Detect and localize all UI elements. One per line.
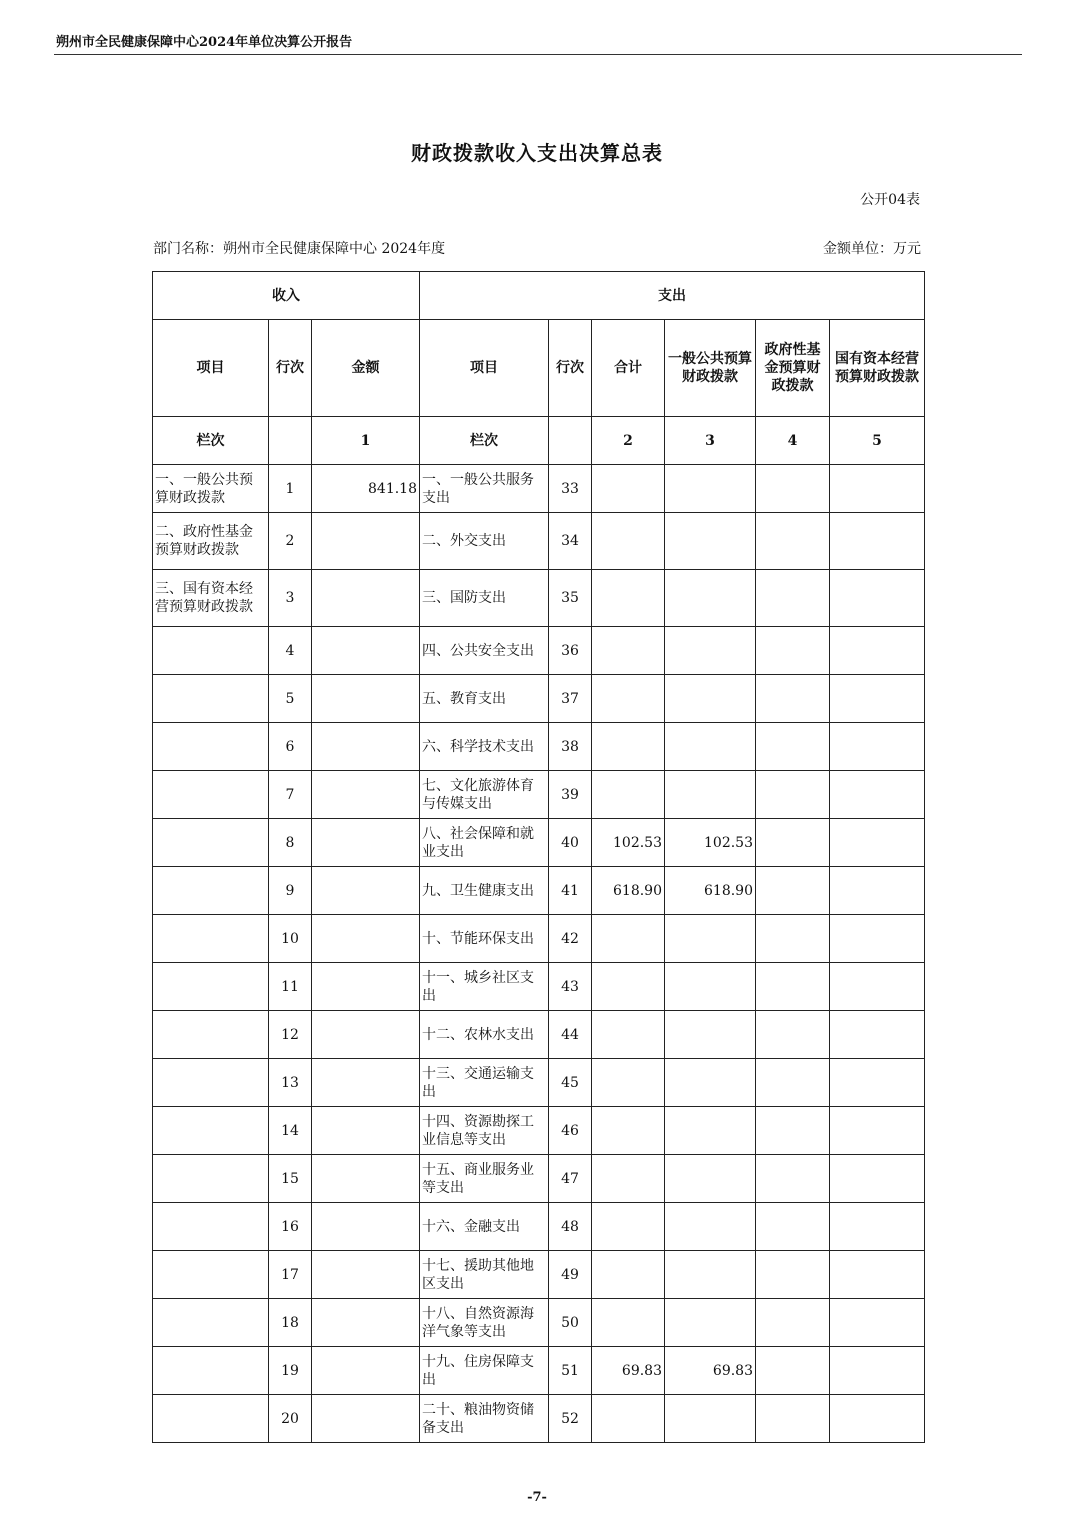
income-line-no: 8 [269,819,312,867]
table-row [153,1203,925,1251]
table-row [153,771,925,819]
expense-item: 十五、商业服务业等支出 [420,1155,549,1203]
header-rule [54,54,1022,55]
state-capital-amount [830,867,925,915]
state-capital-amount [830,1203,925,1251]
total-amount [592,465,665,513]
expense-line-no: 49 [549,1251,592,1299]
expense-item: 十一、城乡社区支出 [420,963,549,1011]
expense-item: 二十、粮油物资储备支出 [420,1395,549,1443]
total-amount [592,915,665,963]
gov-fund-amount [756,1059,830,1107]
expense-line-no: 44 [549,1011,592,1059]
gov-fund-amount [756,1395,830,1443]
income-amount [312,1155,420,1203]
expense-line-no: 39 [549,771,592,819]
expense-item: 三、国防支出 [420,570,549,627]
gov-fund-amount [756,1251,830,1299]
income-amount [312,675,420,723]
form-number: 公开04表 [860,192,920,208]
income-amount [312,771,420,819]
income-line-header: 行次 [269,320,312,417]
gov-fund-amount [756,1011,830,1059]
general-budget-amount: 69.83 [665,1347,756,1395]
income-line-no: 18 [269,1299,312,1347]
gov-fund-amount [756,570,830,627]
expense-line-no: 48 [549,1203,592,1251]
state-capital-amount [830,570,925,627]
gov-fund-amount [756,915,830,963]
income-amount [312,1395,420,1443]
income-line-no: 14 [269,1107,312,1155]
table-row [153,513,925,570]
expense-line-no: 42 [549,915,592,963]
income-line-no: 15 [269,1155,312,1203]
expense-item: 十六、金融支出 [420,1203,549,1251]
general-budget-amount [665,627,756,675]
expense-line-no: 46 [549,1107,592,1155]
col-label: 栏次 [153,417,269,465]
income-item [153,771,269,819]
expense-item: 九、卫生健康支出 [420,867,549,915]
expense-header: 支出 [420,272,925,320]
gov-fund-amount [756,1203,830,1251]
total-amount [592,1155,665,1203]
unit-label: 金额单位：万元 [823,241,921,257]
table-row [153,570,925,627]
expense-item: 十八、自然资源海洋气象等支出 [420,1299,549,1347]
col-5: 5 [830,417,925,465]
gov-fund-amount [756,1347,830,1395]
income-amount [312,1107,420,1155]
total-amount [592,1251,665,1299]
expense-line-no: 38 [549,723,592,771]
income-line-no: 7 [269,771,312,819]
general-budget-amount [665,1059,756,1107]
table-row [153,1011,925,1059]
state-capital-amount [830,1155,925,1203]
expense-line-no: 47 [549,1155,592,1203]
income-amount [312,570,420,627]
income-item [153,723,269,771]
expense-item: 六、科学技术支出 [420,723,549,771]
total-amount [592,675,665,723]
gov-fund-amount [756,819,830,867]
state-capital-amount [830,915,925,963]
income-item [153,1155,269,1203]
gov-fund-amount [756,513,830,570]
col-2: 2 [592,417,665,465]
income-item [153,915,269,963]
exp-col-label: 栏次 [420,417,549,465]
table-row [153,723,925,771]
header-row-3 [153,417,925,465]
total-header: 合计 [592,320,665,417]
expense-item: 十、节能环保支出 [420,915,549,963]
expense-line-no: 33 [549,465,592,513]
income-item [153,1203,269,1251]
income-amount [312,1251,420,1299]
income-amount [312,1203,420,1251]
total-amount [592,570,665,627]
income-amount [312,1059,420,1107]
page-number: -7- [527,1490,547,1505]
general-budget-amount [665,513,756,570]
gov-fund-amount [756,627,830,675]
total-amount [592,1203,665,1251]
income-header: 收入 [153,272,420,320]
income-item [153,1011,269,1059]
running-header: 朔州市全民健康保障中心2024年单位决算公开报告 [56,35,353,50]
income-line-no: 17 [269,1251,312,1299]
gov-fund-amount [756,1107,830,1155]
general-budget-amount [665,771,756,819]
income-item [153,1299,269,1347]
total-amount [592,627,665,675]
income-line-no: 13 [269,1059,312,1107]
income-line-no: 3 [269,570,312,627]
state-capital-header: 国有资本经营预算财政拨款 [830,320,925,417]
expense-item: 十七、援助其他地区支出 [420,1251,549,1299]
expense-item: 五、教育支出 [420,675,549,723]
income-item [153,675,269,723]
expense-line-no: 37 [549,675,592,723]
income-item [153,963,269,1011]
expense-item-header: 项目 [420,320,549,417]
general-budget-amount [665,570,756,627]
col-blank-2 [549,417,592,465]
income-line-no: 10 [269,915,312,963]
header-row-1 [153,272,925,320]
table-row [153,627,925,675]
gov-fund-header: 政府性基金预算财政拨款 [756,320,830,417]
income-item [153,1251,269,1299]
gov-fund-amount [756,771,830,819]
state-capital-amount [830,465,925,513]
income-item [153,1395,269,1443]
table-body [153,465,925,1443]
expense-line-no: 36 [549,627,592,675]
state-capital-amount [830,1011,925,1059]
total-amount [592,723,665,771]
expense-item: 十三、交通运输支出 [420,1059,549,1107]
income-item [153,1059,269,1107]
general-budget-amount [665,465,756,513]
income-amount [312,963,420,1011]
total-amount: 618.90 [592,867,665,915]
expense-item: 七、文化旅游体育与传媒支出 [420,771,549,819]
table-row [153,867,925,915]
expense-item: 一、一般公共服务支出 [420,465,549,513]
expense-item: 八、社会保障和就业支出 [420,819,549,867]
table-row [153,1059,925,1107]
expense-item: 四、公共安全支出 [420,627,549,675]
table-row [153,675,925,723]
table-row [153,1347,925,1395]
total-amount [592,771,665,819]
budget-table [152,271,925,1443]
header-row-2 [153,320,925,417]
state-capital-amount [830,1299,925,1347]
income-amount [312,723,420,771]
income-line-no: 12 [269,1011,312,1059]
state-capital-amount [830,1251,925,1299]
general-budget-amount [665,1155,756,1203]
total-amount [592,1011,665,1059]
state-capital-amount [830,723,925,771]
income-amount [312,819,420,867]
gov-fund-amount [756,1299,830,1347]
income-line-no: 2 [269,513,312,570]
expense-line-no: 41 [549,867,592,915]
expense-item: 十九、住房保障支出 [420,1347,549,1395]
expense-line-no: 35 [549,570,592,627]
income-item [153,819,269,867]
expense-line-header: 行次 [549,320,592,417]
expense-line-no: 40 [549,819,592,867]
table-row [153,1155,925,1203]
state-capital-amount [830,513,925,570]
gov-fund-amount [756,1155,830,1203]
total-amount [592,513,665,570]
income-item: 三、国有资本经营预算财政拨款 [153,570,269,627]
col-4: 4 [756,417,830,465]
table-row [153,915,925,963]
general-budget-amount: 618.90 [665,867,756,915]
income-line-no: 20 [269,1395,312,1443]
income-amount: 841.18 [312,465,420,513]
gov-fund-amount [756,675,830,723]
income-item: 二、政府性基金预算财政拨款 [153,513,269,570]
general-budget-amount [665,723,756,771]
state-capital-amount [830,1107,925,1155]
table-row [153,1299,925,1347]
income-amount [312,1011,420,1059]
income-line-no: 5 [269,675,312,723]
general-budget-amount [665,1395,756,1443]
income-item: 一、一般公共预算财政拨款 [153,465,269,513]
table-row [153,1251,925,1299]
income-amount-header: 金额 [312,320,420,417]
state-capital-amount [830,771,925,819]
income-amount [312,1347,420,1395]
state-capital-amount [830,963,925,1011]
income-line-no: 11 [269,963,312,1011]
income-line-no: 9 [269,867,312,915]
income-amount [312,627,420,675]
total-amount [592,1107,665,1155]
expense-line-no: 50 [549,1299,592,1347]
general-budget-amount [665,1107,756,1155]
expense-line-no: 51 [549,1347,592,1395]
general-budget-amount [665,1299,756,1347]
gov-fund-amount [756,963,830,1011]
expense-line-no: 34 [549,513,592,570]
expense-item: 二、外交支出 [420,513,549,570]
total-amount: 102.53 [592,819,665,867]
total-amount: 69.83 [592,1347,665,1395]
expense-item: 十二、农林水支出 [420,1011,549,1059]
table-row [153,819,925,867]
state-capital-amount [830,627,925,675]
income-amount [312,915,420,963]
gov-fund-amount [756,723,830,771]
general-budget-amount [665,675,756,723]
state-capital-amount [830,1347,925,1395]
state-capital-amount [830,675,925,723]
general-budget-amount [665,963,756,1011]
expense-line-no: 45 [549,1059,592,1107]
general-budget-amount [665,1011,756,1059]
col-blank-1 [269,417,312,465]
expense-line-no: 52 [549,1395,592,1443]
table-row [153,1395,925,1443]
income-line-no: 4 [269,627,312,675]
income-line-no: 19 [269,1347,312,1395]
table-row [153,1107,925,1155]
total-amount [592,963,665,1011]
general-budget-amount: 102.53 [665,819,756,867]
general-budget-header: 一般公共预算财政拨款 [665,320,756,417]
total-amount [592,1059,665,1107]
gov-fund-amount [756,465,830,513]
income-item [153,1107,269,1155]
page-title: 财政拨款收入支出决算总表 [411,141,663,165]
income-line-no: 16 [269,1203,312,1251]
expense-item: 十四、资源勘探工业信息等支出 [420,1107,549,1155]
state-capital-amount [830,1059,925,1107]
expense-line-no: 43 [549,963,592,1011]
table-row [153,465,925,513]
col-1: 1 [312,417,420,465]
income-item-header: 项目 [153,320,269,417]
income-amount [312,513,420,570]
gov-fund-amount [756,867,830,915]
total-amount [592,1395,665,1443]
income-line-no: 6 [269,723,312,771]
general-budget-amount [665,915,756,963]
income-item [153,627,269,675]
col-3: 3 [665,417,756,465]
income-line-no: 1 [269,465,312,513]
table-row [153,963,925,1011]
income-item [153,1347,269,1395]
state-capital-amount [830,1395,925,1443]
state-capital-amount [830,819,925,867]
total-amount [592,1299,665,1347]
general-budget-amount [665,1251,756,1299]
general-budget-amount [665,1203,756,1251]
income-item [153,867,269,915]
income-amount [312,1299,420,1347]
income-amount [312,867,420,915]
department-label: 部门名称：朔州市全民健康保障中心 2024年度 [153,241,446,257]
